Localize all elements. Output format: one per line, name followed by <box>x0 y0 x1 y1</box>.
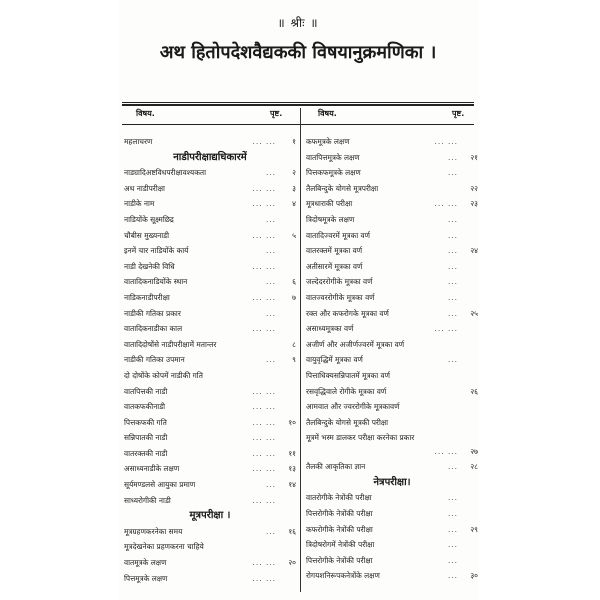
entry-page-number: ९ <box>292 355 296 365</box>
leader-dots: ... ... <box>252 386 276 396</box>
header-top-rule-thick <box>122 104 474 106</box>
toc-entry <box>304 430 480 459</box>
entry-title: वातरक्तमें मूत्रका वर्ण <box>306 246 363 256</box>
entry-title: पित्तरोगीके नेत्रोंकी परीक्षा <box>306 555 373 565</box>
entry-page-number: २५ <box>470 308 478 318</box>
toc-entry <box>304 274 480 290</box>
entry-page-number: २३ <box>470 199 478 209</box>
entry-title: अथ नाडीपरीक्षा <box>124 183 165 193</box>
entry-title: वातादिदोषोंसे नाडीपरीक्षामें मतान्तर <box>124 339 217 349</box>
entry-title: वातपित्तकी नाडी <box>124 386 168 396</box>
entry-page-number: ५ <box>292 230 296 240</box>
toc-entry <box>304 352 480 368</box>
toc-entry <box>304 243 480 259</box>
entry-title: मूत्रदेखनेका प्रहणकरना चाहिये <box>124 542 204 552</box>
entry-title: साध्यरोगीकी नाडी <box>124 495 171 505</box>
toc-entry <box>122 430 298 446</box>
leader-dots: ... ... <box>434 137 458 146</box>
entry-title: रोगयशनिरूपकनेत्रोंके लक्षण <box>306 571 380 581</box>
toc-entry <box>122 243 298 259</box>
leader-dots: ... ... <box>434 324 458 334</box>
header-top-rule <box>122 102 474 103</box>
entry-title: वातरक्तकी नाडी <box>124 448 168 458</box>
leader-dots: ... <box>265 277 276 287</box>
entry-page-number: ४ <box>292 199 296 209</box>
entry-title: कफमूत्रके लक्षण <box>306 137 350 146</box>
leader-dots: ... <box>447 571 458 581</box>
entry-title: सूर्यमण्डलसे आयुका प्रमाण <box>124 480 196 490</box>
leader-dots: ... <box>447 152 458 162</box>
leader-dots: ... <box>265 355 276 365</box>
toc-entry <box>122 352 298 368</box>
entry-title: महलाचरण <box>124 137 153 146</box>
entry-title: नाडिकनाडीपरीक्षा <box>124 292 170 302</box>
toc-entry <box>122 539 298 555</box>
toc-entry <box>304 459 480 475</box>
entry-page-number: १६ <box>288 526 296 536</box>
entry-title: नाडियोंके सूक्ष्मछिद्र <box>124 214 174 224</box>
entry-title: मूत्रधाराकी परीक्षा <box>306 199 353 209</box>
leader-dots: ... <box>447 261 458 271</box>
toc-entry <box>122 196 298 212</box>
toc-entry <box>122 524 298 540</box>
toc-entry <box>304 134 480 150</box>
toc-entry <box>122 228 298 244</box>
leader-dots: ... <box>447 355 458 365</box>
toc-entry <box>304 165 480 181</box>
entry-title: रक्त और कफरोगके मूत्रका वर्ण <box>306 308 389 318</box>
toc-entry <box>122 555 298 571</box>
entry-page-number: २० <box>288 558 296 568</box>
toc-entry <box>304 490 480 506</box>
entry-title: रसवृद्धिवाले रोगीके मूत्रका वर्ण <box>306 386 387 396</box>
leader-dots: ... ... <box>252 448 276 458</box>
entry-page-number: २७ <box>470 447 478 457</box>
section-heading <box>122 508 298 524</box>
toc-entry <box>304 553 480 569</box>
section-title: नाडीपरीक्षाद्यधिकारमें <box>173 151 247 163</box>
toc-entry <box>304 522 480 538</box>
toc-entry <box>304 506 480 522</box>
entry-title: चौबीस मुख्यनाडी <box>124 230 170 240</box>
entry-page-number: २४ <box>470 246 478 256</box>
entry-title: सन्निपातकी नाडी <box>124 433 168 443</box>
entry-title: वातज्वररोगीके मूत्रका वर्ण <box>306 292 375 302</box>
entry-title: कफरोगीके नेत्रोंकी परीक्षा <box>306 524 373 534</box>
entry-page-number: ७ <box>292 292 296 302</box>
leader-dots: ... ... <box>252 402 276 412</box>
document-page <box>118 0 478 600</box>
toc-entry <box>122 134 298 150</box>
leader-dots: ... <box>265 480 276 490</box>
entry-page-number: १३ <box>288 464 296 474</box>
leader-dots: ... ... <box>252 137 276 146</box>
section-title: नेत्रपरीक्षा। <box>373 476 411 488</box>
shri-heading: ॥ श्रीः ॥ <box>277 16 319 30</box>
toc-entry <box>122 571 298 587</box>
entry-title: वातादिज्वरमें मूत्रका वर्ण <box>306 230 371 240</box>
leader-dots: ... ... <box>252 324 276 334</box>
leader-dots: ... ... <box>252 558 276 568</box>
entry-title: वातमूत्रके लक्षण <box>124 558 167 568</box>
toc-entry <box>304 306 480 322</box>
entry-page-number: ११ <box>288 448 296 458</box>
leader-dots: ... ... <box>252 230 276 240</box>
entry-page-number: २ <box>292 168 296 178</box>
entry-title: आमवात और ज्वररोगीके मूत्रकावर्ण <box>306 402 400 412</box>
right-subject-header: विषय. <box>318 109 337 118</box>
toc-entry <box>304 337 480 353</box>
leader-dots: ... ... <box>252 199 276 209</box>
toc-entry <box>304 259 480 275</box>
entry-title: तैलकी आकृतिका ज्ञान <box>306 462 366 472</box>
toc-entry <box>122 399 298 415</box>
leader-dots: ... ... <box>252 183 276 193</box>
entry-title: नाडी देखनेकी विधि <box>124 261 175 271</box>
toc-entry <box>122 165 298 181</box>
entry-title: तैलबिन्दुके योगसे मूत्रपरीक्षा <box>306 183 379 193</box>
toc-entry <box>122 181 298 197</box>
entry-page-number: २६ <box>470 386 478 396</box>
entry-page-number: ६ <box>292 277 296 287</box>
leader-dots: ... <box>447 540 458 550</box>
left-page-header: पृष्ट. <box>270 109 283 118</box>
entry-title: जल्देदररोगीके मूत्रका वर्ण <box>306 277 373 287</box>
toc-entry <box>122 259 298 275</box>
entry-title: पित्तमूत्रके लक्षण <box>124 573 168 583</box>
toc-entry <box>304 384 480 400</box>
leader-dots: ... <box>447 168 458 178</box>
toc-entry <box>122 446 298 462</box>
entry-title: वातकफकीनाडी <box>124 402 166 412</box>
toc-entry <box>304 150 480 166</box>
entry-title: नाडीके नाम <box>124 199 155 209</box>
section-heading <box>122 150 298 166</box>
leader-dots: ... ... <box>252 573 276 583</box>
toc-entry <box>304 537 480 553</box>
entry-title: तैलबिन्दुके योगसे मूत्रकी परीक्षा <box>306 417 389 427</box>
leader-dots: ... ... <box>252 464 276 474</box>
leader-dots: ... ... <box>434 447 458 457</box>
entry-title: नाडीकी गतिका उपमान <box>124 355 185 365</box>
entry-title: पित्तरोगीके नेत्रोंकी परीक्षा <box>306 509 373 519</box>
toc-entry <box>122 306 298 322</box>
left-column <box>122 134 298 586</box>
toc-entry <box>122 493 298 509</box>
section-heading <box>304 475 480 491</box>
toc-entry <box>304 568 480 584</box>
entry-page-number: २२ <box>470 183 478 193</box>
toc-entry <box>122 415 298 431</box>
entry-page-number: ८ <box>292 339 296 349</box>
entry-title: अतीसारमें मूत्रका वर्ण <box>306 261 363 271</box>
toc-entry <box>122 477 298 493</box>
toc-entry <box>304 212 480 228</box>
right-page-header: पृष्ट. <box>452 109 465 118</box>
leader-dots: ... <box>447 292 458 302</box>
leader-dots: ... <box>447 462 458 472</box>
entry-page-number: २१ <box>470 152 478 162</box>
toc-entry <box>304 290 480 306</box>
entry-title: पित्ताधिक्यसन्निपातमें मूत्रका वर्ण <box>306 370 390 380</box>
entry-title: पित्तकफमूत्रके लक्षण <box>306 168 361 178</box>
entry-title: त्रिदोषमूत्रके लक्षण <box>306 214 355 224</box>
leader-dots: ... ... <box>252 495 276 505</box>
entry-page-number: २९ <box>470 524 478 534</box>
entry-title: नाडीकी गतिका प्रकार <box>124 308 181 318</box>
entry-page-number: १ <box>292 137 296 146</box>
leader-dots: ... <box>265 168 276 178</box>
entry-page-number: १० <box>288 417 296 427</box>
entry-page-number: १४ <box>288 480 296 490</box>
leader-dots: ... ... <box>252 292 276 302</box>
entry-title: त्रिदोषरोगमें नेत्रोंकी परीक्षा <box>306 540 375 550</box>
entry-title: मूत्रग्रहणकरनेका समय <box>124 526 183 536</box>
leader-dots: ... <box>447 493 458 503</box>
leader-dots: ... <box>447 509 458 519</box>
entry-page-number: ३ <box>292 183 296 193</box>
section-title: मूत्रपरीक्षा । <box>189 510 231 522</box>
toc-entry <box>122 368 298 384</box>
toc-entry <box>122 337 298 353</box>
entry-title: नाड्यादिअष्टविधपरीक्षावश्यकता <box>124 168 207 178</box>
page-title: अथ हितोपदेशवैद्यककी विषयानुक्रमणिका । <box>159 42 437 63</box>
column-divider <box>300 108 301 592</box>
entry-title: वातादिकनाडीका काल <box>124 324 183 334</box>
toc-entry <box>122 321 298 337</box>
toc-entry <box>304 321 480 337</box>
toc-entry <box>304 181 480 197</box>
left-subject-header: विषय. <box>136 109 155 118</box>
header-bottom-rule <box>122 124 474 125</box>
entry-title: अजीर्ण और अजीर्णज्वरमें मूत्रका वर्ण <box>306 339 405 349</box>
toc-entry <box>304 196 480 212</box>
entry-title: असाध्यमूत्रका वर्ण <box>306 324 354 334</box>
toc-entry <box>304 399 480 415</box>
leader-dots: ... <box>447 308 458 318</box>
leader-dots: ... <box>447 214 458 224</box>
toc-entry <box>122 212 298 228</box>
right-column <box>304 134 480 584</box>
leader-dots: ... <box>265 308 276 318</box>
toc-entry <box>122 384 298 400</box>
leader-dots: ... <box>447 555 458 565</box>
toc-entry <box>122 274 298 290</box>
entry-page-number: ३० <box>470 571 478 581</box>
entry-page-number: २८ <box>470 462 478 472</box>
toc-entry <box>304 368 480 384</box>
entry-title: दो दोषोंके कोपमें नाडीकी गति <box>124 370 203 380</box>
entry-title: इनमें चार नाडियोंके कार्य <box>124 246 189 256</box>
leader-dots: ... <box>447 230 458 240</box>
leader-dots: ... ... <box>252 433 276 443</box>
entry-title: वायुवृद्धिमें मूत्रका वर्ण <box>306 355 363 365</box>
toc-entry <box>122 290 298 306</box>
leader-dots: ... ... <box>252 261 276 271</box>
entry-title: मूत्रमें भस्म डालकर परीक्षा करनेका प्रकार <box>306 433 415 443</box>
leader-dots: ... ... <box>434 199 458 209</box>
leader-dots: ... ... <box>252 417 276 427</box>
leader-dots: ... <box>265 214 276 224</box>
entry-title: वातपित्तमूत्रके लक्षण <box>306 152 360 162</box>
entry-title: वातरोगीके नेत्रोंकी परीक्षा <box>306 493 372 503</box>
entry-title: पित्तकफकी गति <box>124 417 167 427</box>
leader-dots: ... <box>265 526 276 536</box>
leader-dots: ... <box>447 246 458 256</box>
leader-dots: ... <box>447 277 458 287</box>
leader-dots: ... <box>265 246 276 256</box>
toc-entry <box>304 415 480 431</box>
entry-title: वातादिकनाडियोंके स्थान <box>124 277 188 287</box>
leader-dots: ... <box>447 524 458 534</box>
toc-entry <box>122 461 298 477</box>
toc-entry <box>304 228 480 244</box>
entry-title: असाध्यनाडीके लक्षण <box>124 464 180 474</box>
